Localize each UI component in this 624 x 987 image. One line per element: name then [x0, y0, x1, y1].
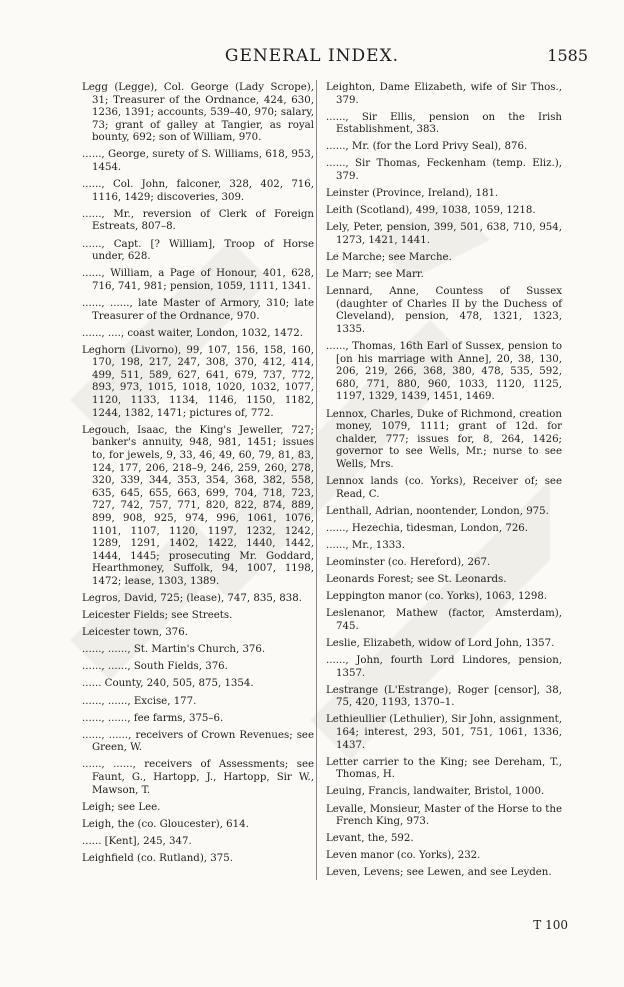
index-entry: Leslie, Elizabeth, widow of Lord John, 1357. [326, 637, 555, 649]
index-entry: Leven, Levens; see Lewen, and see Leyden. [326, 867, 552, 879]
index-entry: ......, Sir Ellis, pension on the Irish Establishment, 383. [326, 111, 562, 136]
index-entry: ......, Capt. [? William], Troop of Horse under, 628. [82, 238, 314, 263]
index-entry: ......, Mr., reversion of Clerk of Foreign Estreats, 807–8. [82, 208, 314, 233]
index-entry: ......, John, fourth Lord Lindores, pension, 1357. [326, 655, 562, 679]
index-entry: Lennox, Charles, Duke of Richmond, creation money, 1079, 1111; grant of 12d. for chalder, 777; issues for, 8, 264, 1426; governor to see Wells, Mr.; nurse to see Wells, Mrs. [326, 408, 562, 470]
index-entry: Lethieullier (Lethulier), Sir John, assignment, 164; interest, 293, 501, 751, 1061, 1336, 1437. [326, 714, 562, 751]
index-entry: Leith (Scotland), 499, 1038, 1059, 1218. [326, 205, 536, 217]
index-entry: Leuing, Francis, landwaiter, Bristol, 1000. [326, 786, 545, 798]
index-entry: Legg (Legge), Col. George (Lady Scrope), 31; Treasurer of the Ordnance, 424, 630, 1236, 1391; accounts, 539–40, 970; salary, 73; grant of galley at Tangier, as royal bounty, 692; son of William, 970. [82, 82, 314, 144]
index-entry: ...... County, 240, 505, 875, 1354. [82, 678, 254, 690]
index-entry: Leigh; see Lee. [82, 801, 161, 813]
index-entry: ......, ......, receivers of Crown Revenues; see Green, W. [82, 729, 314, 754]
index-entry: Le Marche; see Marche. [326, 252, 452, 264]
index-entry: Levalle, Monsieur, Master of the Horse to the French King, 973. [326, 803, 562, 828]
index-entry: ......, ......, late Master of Armory, 310; late Treasurer of the Ordnance, 970. [82, 297, 314, 322]
index-entry: Leicester town, 376. [82, 627, 188, 639]
index-entry: Lestrange (L'Estrange), Roger [censor], 38, 75, 420, 1193, 1370–1. [326, 684, 562, 709]
index-entry: ......, Thomas, 16th Earl of Sussex, pension to [on his marriage with Anne], 20, 38, 130, 206, 219, 266, 368, 380, 478, 535, 592, 680, 771, 880, 960, 1033, 1120, 1125, 1197, 1329, 1439, 1451, 1469. [326, 341, 562, 403]
index-entry: ...... [Kent], 245, 347. [82, 835, 192, 847]
index-entry: Leicester Fields; see Streets. [82, 610, 233, 622]
index-entry: Lennox lands (co. Yorks), Receiver of; see Read, C. [326, 476, 562, 500]
index-entry: ......, ......, South Fields, 376. [82, 661, 228, 673]
index-entry: ......, ......, Excise, 177. [82, 695, 197, 707]
index-entry: ......, Mr. (for the Lord Privy Seal), 876. [326, 141, 528, 153]
index-entry: Legros, David, 725; (lease), 747, 835, 838. [82, 592, 302, 604]
index-entry: ......, ...., coast waiter, London, 1032, 1472. [82, 327, 303, 339]
index-entry: Lely, Peter, pension, 399, 501, 638, 710, 954, 1273, 1421, 1441. [326, 222, 562, 246]
index-entry: ......, ......, fee farms, 375–6. [82, 712, 224, 724]
page-title: GENERAL INDEX. [224, 46, 400, 66]
index-entry: Le Marr; see Marr. [326, 269, 424, 281]
index-entry: Letter carrier to the King; see Dereham, T., Thomas, H. [326, 756, 562, 781]
index-entry: Levant, the, 592. [326, 833, 414, 845]
index-entry: ......, Mr., 1333. [326, 539, 405, 551]
index-entry: ......, Hezechia, tidesman, London, 726. [326, 522, 529, 534]
index-entry: Leighfield (co. Rutland), 375. [82, 852, 233, 864]
index-entry: ......, George, surety of S. Williams, 618, 953, 1454. [82, 149, 314, 174]
page-number: 1585 [547, 46, 588, 65]
index-entry: Leinster (Province, Ireland), 181. [326, 188, 499, 200]
index-entry: Leominster (co. Hereford), 267. [326, 557, 491, 568]
index-entry: Lennard, Anne, Countess of Sussex (daughter of Charles II by the Duchess of Cleveland), pension, 478, 1321, 1323, 1335. [326, 286, 562, 335]
index-entry: Leven manor (co. Yorks), 232. [326, 850, 481, 862]
index-entry: Leslenanor, Mathew (factor, Amsterdam), 745. [326, 608, 562, 632]
index-entry: Leppington manor (co. Yorks), 1063, 1298. [326, 591, 548, 603]
index-entry: ......, ......, receivers of Assessments; see Faunt, G., Hartopp, J., Hartopp, Sir W., Mawson, T. [82, 759, 314, 796]
index-entry: Leghorn (Livorno), 99, 107, 156, 158, 160, 170, 198, 217, 247, 308, 370, 412, 414, 499, 511, 589, 627, 641, 679, 737, 772, 893, 973, 1015, 1018, 1020, 1032, 1077, 1120, 1133, 1134, 1146, 1150, 1182, 1244, 1382, 1471; pictures of, 772. [82, 344, 314, 419]
index-entry: ......, William, a Page of Honour, 401, 628, 716, 741, 981; pension, 1059, 1111, 1341. [82, 268, 314, 292]
index-entry: ......, ......, St. Martin's Church, 376. [82, 644, 266, 656]
index-entry: Leighton, Dame Elizabeth, wife of Sir Thos., 379. [326, 82, 562, 106]
index-entry: Leigh, the (co. Gloucester), 614. [82, 818, 249, 830]
signature-mark: T 100 [533, 918, 568, 932]
index-entry: Legouch, Isaac, the King's Jeweller, 727; banker's annuity, 948, 981, 1451; issues to, for jewels, 9, 33, 46, 49, 60, 79, 81, 83, 124, 177, 206, 218–9, 246, 259, 260, 278, 320, 339, 344, 353, 354, 368, 382, 558, 635, 645, 655, 663, 699, 704, 718, 723, 727, 742, 757, 771, 820, 822, 874, 889, 899, 908, 925, 974, 996, 1061, 1076, 1101, 1107, 1120, 1197, 1232, 1242, 1289, 1291, 1402, 1422, 1440, 1442, 1444, 1445; prosecuting Mr. Goddard, Hearthmoney, Suffolk, 94, 1007, 1198, 1472; lease, 1303, 1389. [82, 424, 314, 587]
index-entry: ......, Col. John, falconer, 328, 402, 716, 1116, 1429; discoveries, 309. [82, 179, 314, 203]
right-column [326, 82, 562, 884]
index-entry: Lenthall, Adrian, noontender, London, 975. [326, 505, 549, 517]
left-column [82, 82, 314, 870]
index-entry: Leonards Forest; see St. Leonards. [326, 574, 507, 586]
column-divider [316, 80, 317, 880]
index-entry: ......, Sir Thomas, Feckenham (temp. Eliz.), 379. [326, 158, 562, 183]
